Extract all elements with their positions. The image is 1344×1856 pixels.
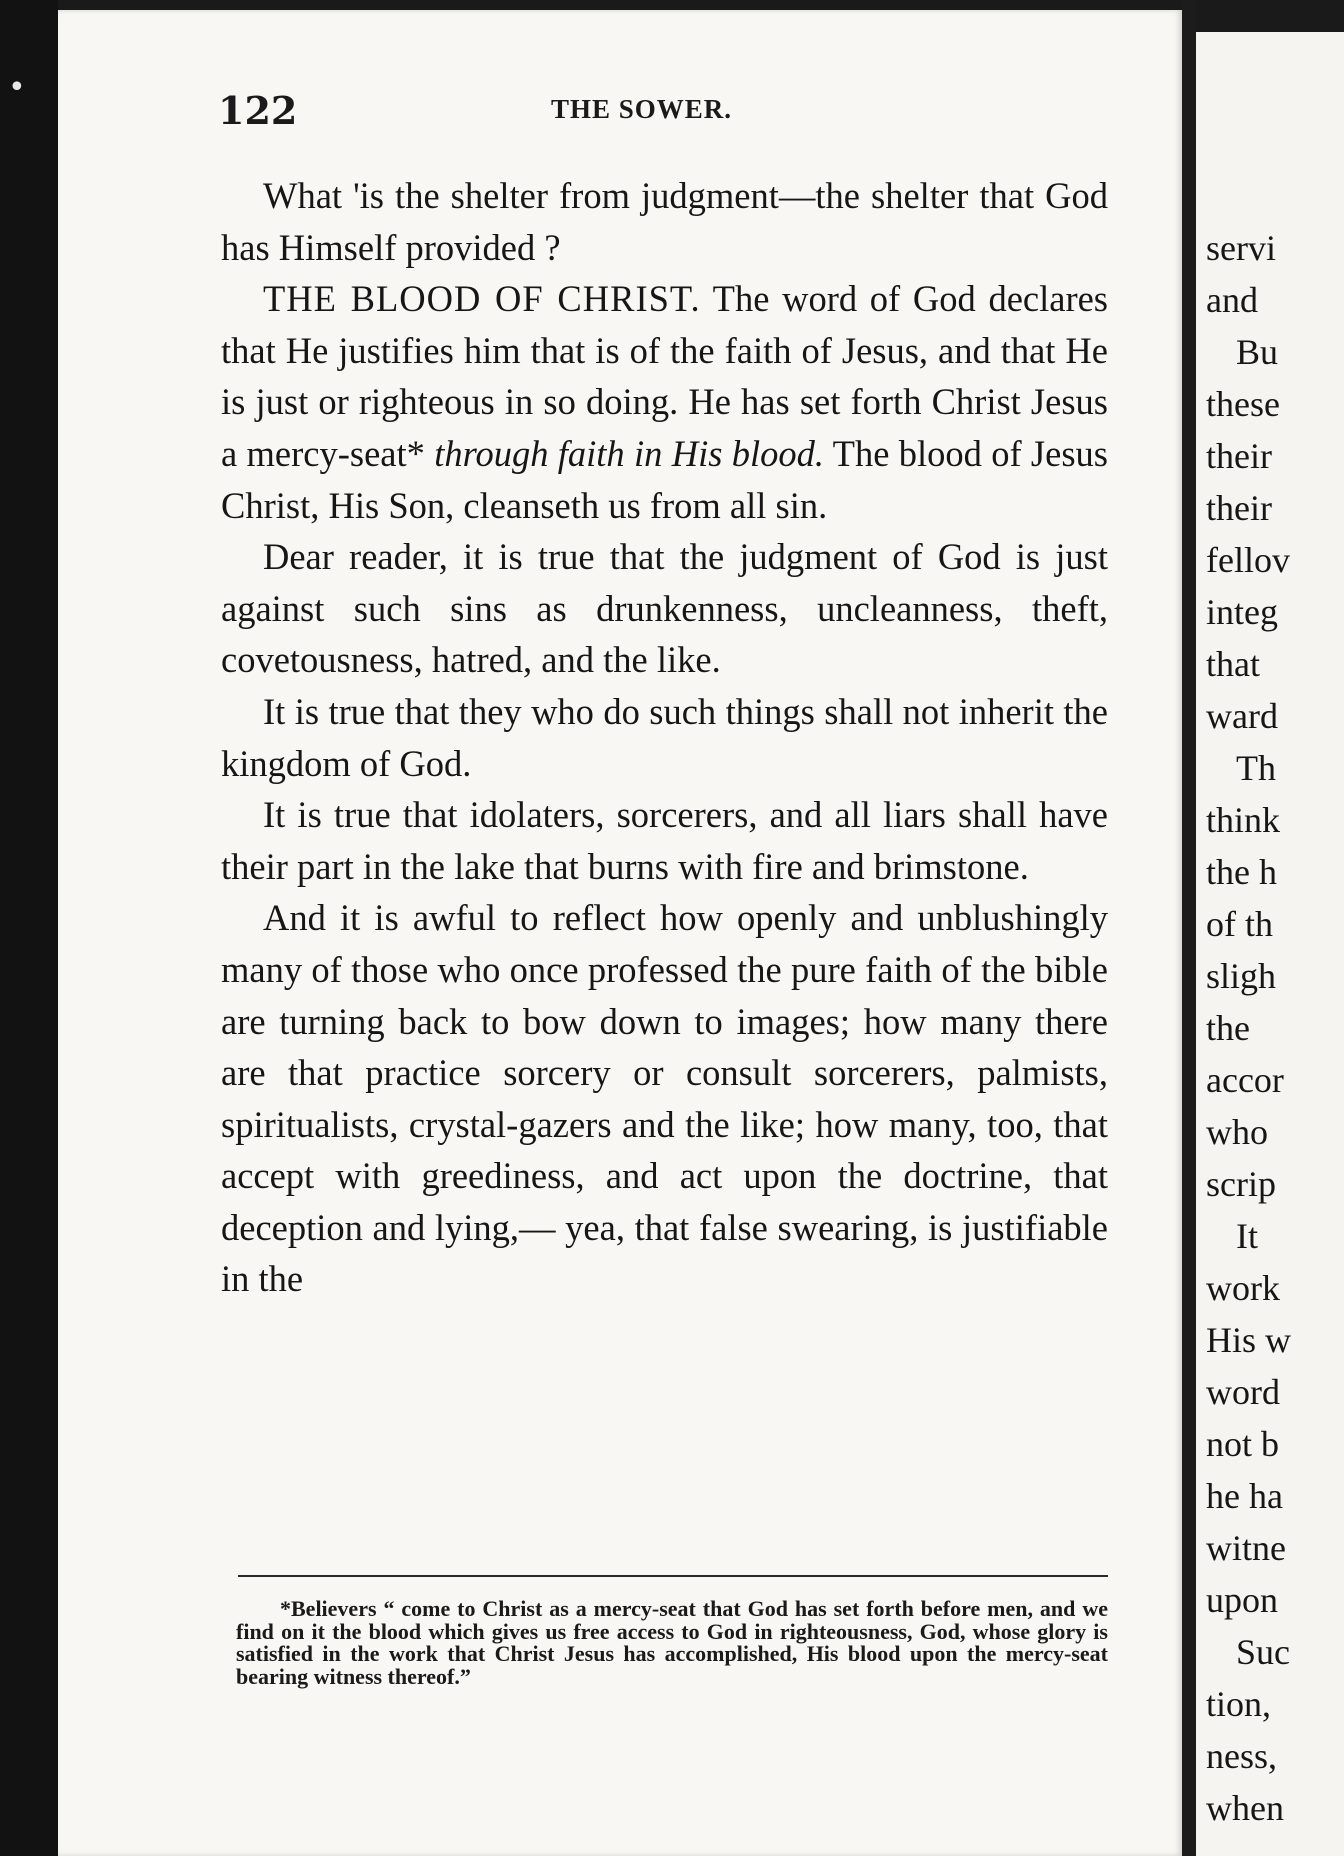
right-page-line: ness, — [1206, 1736, 1277, 1776]
paragraph-text: The word of God declares that He justifies him that is of the faith of Jesus, and that He is just or righteous in so doing. He has set forth Christ Jesus a mercy-seat* — [221, 278, 1108, 474]
right-page-line: that — [1206, 644, 1260, 684]
right-page-line: It — [1236, 1216, 1258, 1256]
ink-blot-icon: • — [8, 70, 26, 105]
right-page-line: servi — [1206, 228, 1276, 268]
paragraph: And it is awful to reflect how openly and unblushingly many of those who once professed the pure faith of the bible are turning back to bow down to images; how many there are that practice sorcery or consult sorcerers, palmists, spiritualists, crystal-gazers and the like; how many, too, that accept with greediness, and act upon the doctrine, that deception and lying,— yea, that false swearing, is justifiable in the — [221, 897, 1108, 1300]
running-title: THE SOWER. — [551, 94, 733, 124]
right-page-line: these — [1206, 384, 1280, 424]
emphasis-caps: THE BLOOD OF CHRIST. — [263, 278, 701, 320]
right-page-line: fellov — [1206, 540, 1290, 580]
paragraph — [221, 273, 1108, 531]
right-page-line: sligh — [1206, 956, 1277, 996]
right-page-line: ward — [1206, 696, 1278, 736]
right-page-line: Bu — [1236, 332, 1279, 372]
body-text — [221, 170, 1108, 1305]
right-page-line: witne — [1206, 1528, 1286, 1568]
right-page-line: their — [1206, 488, 1272, 528]
paragraph: What 'is the shelter from judgment—the shelter that God has Himself provided ? — [221, 175, 1108, 268]
right-page-line: think — [1206, 800, 1281, 840]
right-page-line: scrip — [1206, 1164, 1276, 1204]
right-page-line: their — [1206, 436, 1272, 476]
book-gutter — [1182, 0, 1196, 1856]
footnote-divider — [238, 1575, 1108, 1577]
paragraph: Dear reader, it is true that the judgment of God is just against such sins as drunkenness, uncleanness, theft, covetousness, hatred, and the like. — [221, 536, 1108, 681]
right-page-line: integ — [1206, 592, 1278, 632]
right-page-line: work — [1206, 1268, 1280, 1308]
footnote: *Believers “ come to Christ as a mercy-seat that God has set forth before men, and we find on it the blood which gives us free access to God in righteousness, God, whose glory is satisfied in the work that Christ Jesus has accomplished, His blood upon the mercy-seat bearing witness thereof.” — [236, 1596, 1108, 1689]
right-page-line: of th — [1206, 904, 1273, 944]
scan-left-margin — [0, 0, 58, 1856]
paragraph-text: The blood of Jesus Christ, His Son, cleanseth us from all sin. — [221, 432, 1108, 526]
italic-phrase: through faith in His blood. — [434, 432, 825, 474]
right-page-line: the h — [1206, 852, 1277, 892]
right-page-line: when — [1206, 1788, 1284, 1828]
right-page-line: word — [1206, 1372, 1280, 1412]
right-page-line: Suc — [1236, 1632, 1290, 1672]
right-page-line: tion, — [1206, 1684, 1272, 1724]
paragraph: It is true that they who do such things shall not inherit the kingdom of God. — [221, 690, 1108, 784]
right-page-line: the — [1206, 1008, 1250, 1048]
right-page-line: accor — [1206, 1060, 1284, 1100]
right-page-line: His w — [1206, 1320, 1292, 1360]
running-head — [218, 88, 1108, 138]
right-page-line: Th — [1236, 748, 1276, 788]
right-page-line: and — [1206, 280, 1258, 320]
page-number: 122 — [218, 88, 298, 133]
right-page-line: not b — [1206, 1424, 1280, 1464]
right-page — [1196, 32, 1344, 1856]
right-page-line: upon — [1206, 1580, 1278, 1620]
right-page-line: who — [1206, 1112, 1268, 1152]
right-page-line: he ha — [1206, 1476, 1283, 1516]
right-page-text — [1206, 222, 1344, 1834]
paragraph: It is true that idolaters, sorcerers, and all liars shall have their part in the lake that burns with fire and brimstone. — [221, 794, 1108, 887]
